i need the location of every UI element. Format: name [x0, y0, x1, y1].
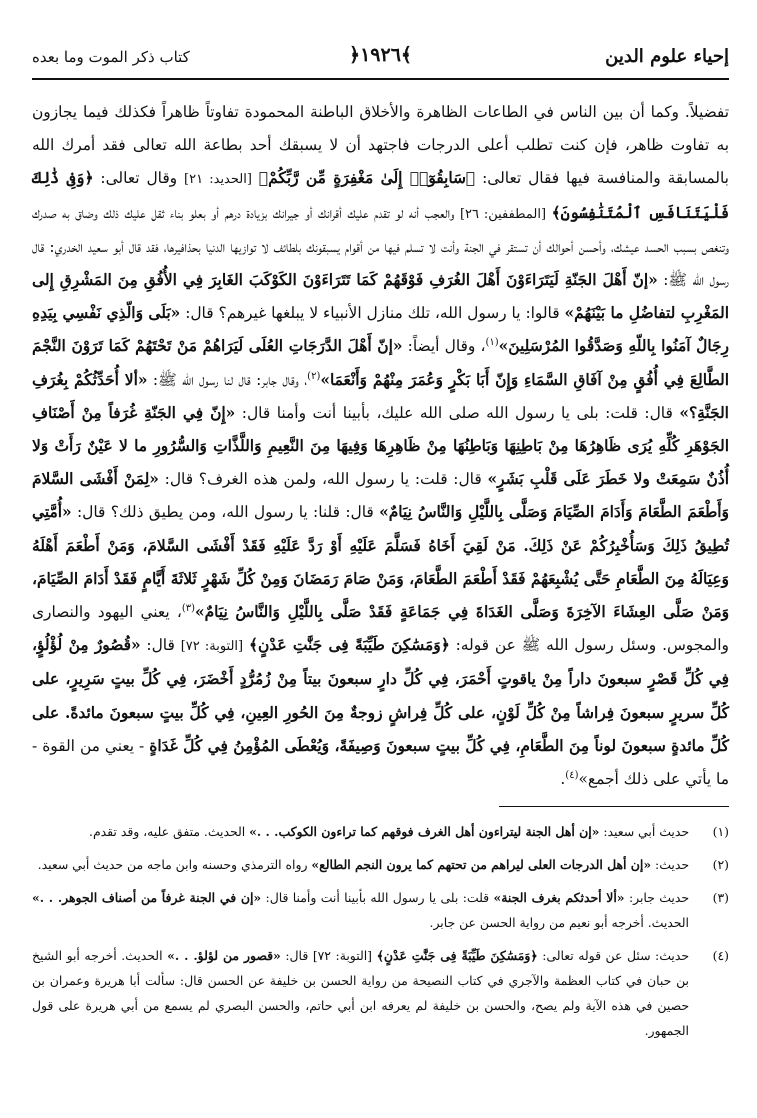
footnote-marker: (١)	[485, 337, 499, 349]
text-segment: ، وقال أيضاً:	[407, 337, 486, 356]
footnote-hadith: «إن أهل الدرجات العلى ليراهم من تحتهم كما يرون النجم الطالع»	[311, 857, 652, 873]
footnote-text	[32, 852, 689, 877]
book-page	[32, 40, 729, 1051]
footnote-segment: حديث أبي سعيد:	[603, 824, 689, 840]
text-segment: وقال تعالى:	[100, 169, 178, 188]
text-segment: ، يعني اليهود والنصارى والمجوس. وسئل رسول الله ﷺ عن قوله:	[32, 603, 729, 655]
footnote-hadith: «إن في الجنة غرفاً من أصناف الجوهر. . .»	[32, 890, 262, 906]
hadith-quote: «أُمَّتِي تُطِيقُ ذَلِكَ وَسَأُخْبِرُكُمْ عَنْ ذَلِكَ. مَنْ لَقِيَ أَخَاهُ فَسَلَّمَ عَلَيْهِ أَوْ رَدَّ عَلَيْهِ فَقَدْ أَفْشَى السَّلامَ، وَمَنْ أَطْعَمَ أَهْلَهُ وَعِيَالَهُ مِنَ الطَّعَامِ حَتَّى يُشْبِعَهُمْ فَقَدْ أَطْعَمَ الطَّعَامَ، وَمَنْ صَامَ رَمَضَانَ وَمِنْ كُلِّ شَهْرٍ ثَلاثَةَ أَيَّامٍ فَقَدْ أَدَامَ الصِّيَامَ، وَمَنْ صَلَّى العِشَاءَ الآخِرَةَ وَصَلَّى الغَدَاةَ فِي جَمَاعَةٍ فَقَدْ صَلَّى بِاللَّيْلِ وَالنَّاسُ نِيَامٌ»	[32, 503, 730, 622]
footnote-segment: الحديث. أخرجه أبو نعيم من رواية الحسن عن جابر.	[429, 915, 689, 931]
footnote-segment: حديث:	[655, 857, 689, 873]
footnote-hadith: «قصور من لؤلؤ. . .»	[167, 948, 281, 964]
footnote-number: (٣)	[712, 890, 729, 906]
footnote-segment: رواه الترمذي وحسنه وابن ماجه من حديث أبي سعيد.	[37, 857, 308, 873]
text-segment: قالوا: يا رسول الله، تلك منازل الأنبياء لا يبلغها غيرهم؟ قال:	[185, 304, 560, 323]
footnote-segment: الحديث. أخرجه أبو الشيخ بن حبان في كتاب العظمة والآجري في كتاب النصيحة من رواية الحسن بن خليفة عن الحسن قال: سألت أبا هريرة وعمران بن حصين في هذه الآية ولم يصح، والحسن بن خليفة لم يعرفه ابن أبي حاتم، والحسن البصري لم يسمع من أبي هريرة على قول الجمهور.	[32, 948, 689, 1039]
main-paragraph	[32, 96, 729, 796]
footnote-hadith: «إن أهل الجنة ليتراءون أهل الغرف فوقهم كما تراءون الكوكب. . .»	[249, 824, 600, 840]
footnote-item	[32, 885, 729, 935]
text-segment: تفضيلاً. وكما أن بين الناس في الطاعات الظاهرة والأخلاق الباطنة المحمودة تفاوتاً ظاهراً فكذلك فيما يجازون به تفاوت ظاهر، فإن كنت تطلب أعلى الدرجات فاجتهد أن لا يسبقك أحد بطاعة الله تعالى فقد أمرك الله بالمسابقة والمنافسة فيها فقال تعالى:	[32, 103, 729, 188]
text-segment: ، وقال جابر: قال لنا رسول الله ﷺ:	[152, 370, 308, 389]
text-segment: قال:	[146, 636, 175, 655]
footnote-verse: ﴿وَمَسَٰكِنَ طَيِّبَةً فِى جَنَّٰتِ عَدْنٍ﴾	[376, 948, 538, 964]
verse-reference: [الحديد: ٢١]	[184, 172, 252, 188]
footnote-segment: قلت: بلى يا رسول الله بأبينا أنت وأمنا قال:	[265, 890, 490, 906]
hadith-quote: «قُصُورٌ مِنْ لُؤْلُؤٍ، فِي كُلِّ قَصْرٍ سبعونَ داراً مِنْ ياقوتٍ أَحْمَرَ، فِي كُلِّ دارٍ سبعونَ بيتاً مِنْ زُمُرُّدٍ أَخْضَرَ، فِي كُلِّ بيتٍ سَرِيرٍ، على كُلِّ سريرٍ سبعونَ فِراشاً مِنْ كُلِّ لَوْنٍ، على كُلِّ فِراشٍ زوجةٌ مِنَ الحُورِ العِينِ، فِي كُلِّ بيتٍ سبعونَ مائدةً. على كُلِّ مائدةٍ سبعونَ لوناً مِنَ الطَّعَامِ، فِي كُلِّ بيتٍ سبعونَ وَصِيفَةً، وَيُعْطَى المُؤْمِنُ فِي كُلِّ غَدَاةٍ	[32, 636, 729, 755]
footnote-item	[32, 943, 729, 1043]
verse-reference: [المطففين: ٢٦]	[459, 206, 547, 222]
footnote-segment: الحديث. متفق عليه، وقد تقدم.	[89, 824, 246, 840]
hadith-quote: «إِنّ فِي الجَنّةِ غُرَفاً مِنْ أَصْنَافِ الجَوْهَرِ كُلِّهِ يُرَى ظَاهِرُهَا مِنْ بَاطِنِهَا وَبَاطِنُهَا مِنْ ظَاهِرِهَا وَفِيهَا مِنَ النَّعِيمِ وَاللَّذَّاتِ وَالسُّرُورِ ما لا عَيْنٌ رَأَتْ وَلا أُذُنٌ سَمِعَتْ ولا خَطَرَ عَلَى قَلْبِ بَشَرٍ»	[32, 403, 729, 489]
footnote-number: (١)	[712, 824, 729, 840]
footnote-segment: حديث جابر:	[628, 890, 689, 906]
footnote-text	[32, 885, 689, 935]
book-title: إحياء علوم الدين	[605, 46, 729, 67]
footnote-marker: (٣)	[181, 602, 195, 614]
footnote-hadith: «ألا أحدثكم بغرف الجنة»	[493, 890, 625, 906]
chapter-title: كتاب ذكر الموت وما بعده	[32, 48, 190, 66]
page-number: ﴿١٩٢٦﴾	[348, 44, 413, 66]
hadith-quote: «لِمَنْ أَفْشَى السَّلامَ وَأَطْعَمَ الطَّعَامَ وَأَدَامَ الصِّيَامَ وَصَلَّى بِاللَّيْلِ وَالنَّاسُ نِيَامٌ»	[32, 470, 729, 522]
verse-reference: [التوبة: ٧٢]	[180, 639, 244, 655]
main-text	[32, 96, 729, 796]
quran-verse: ﴿وَمَسَٰكِنَ طَيِّبَةً فِى جَنَّٰتِ عَدْنٍ﴾	[248, 636, 450, 655]
footnote-marker: (٢)	[307, 370, 321, 382]
footnote-text	[32, 819, 689, 844]
footnote-item	[32, 852, 729, 877]
hadith-quote: «إنّ أَهْلَ الجَنّةِ لَيَتَرَاءَوْنَ أَهْلَ الغُرَفِ فَوْقَهُمْ كَمَا تَتَرَاءَوْنَ الكَوْكَبَ الغَابِرَ فِي الأُفُقِ مِنَ المَشْرِقِ إِلى المَغْرِبِ لتفاضُلِ ما بَيْنَهُمْ»	[32, 271, 729, 323]
footnote-number: (٤)	[712, 948, 729, 964]
quran-verse: ﴿سَابِقُوٓا۟ إِلَىٰ مَغْفِرَةٍ مِّن رَّبِّكُمْ﴾	[258, 169, 476, 188]
text-segment: .	[560, 770, 566, 789]
footnote-text	[32, 943, 689, 1043]
text-segment: قال: قلت: يا رسول الله، ولمن هذه الغرف؟ قال:	[164, 470, 482, 489]
text-segment: والعجب أنه لو تقدم عليك أقرانك أو جيرانك بزيادة درهم أو بعلو بناء ثقل عليك ذلك وضاق به صدرك وتنغص بسبب الحسد عيشك، وأحسن أحوالك أن تستقر في الجنة وأنت لا تسلم فيها من أقوام يسبقونك بلطائف لا توازيها الدنيا بحذافيرها، فقد قال أبو سعيد الخدري: قال رسول الله ﷺ:	[32, 203, 729, 290]
text-segment: قال: قلت: بلى يا رسول الله صلى الله عليك، بأبينا أنت وأمنا قال:	[241, 403, 673, 422]
hadith-quote: «ألا أُحَدِّثُكُمْ بِغُرَفِ الجَنَّةِ؟»	[32, 370, 729, 422]
footnote-segment: حديث: سئل عن قوله تعالى:	[542, 948, 689, 964]
hadith-quote: «بَلَى وَالّذِي نَفْسِي بِيَدِهِ رِجَالٌ آمَنُوا بِاللّهِ وَصَدَّقُوا المُرْسَلِينَ»	[32, 304, 729, 356]
footnote-item	[32, 819, 729, 844]
text-segment: قال: قلنا: يا رسول الله، ومن يطيق ذلك؟ قال:	[76, 503, 374, 522]
footnote-number: (٢)	[712, 857, 729, 873]
quran-verse: ﴿وَفِى ذَٰلِكَ فَلْيَتَنَافَسِ ٱلْمُتَنَٰفِسُونَ﴾	[32, 169, 729, 222]
footnote-segment: [التوبة: ٧٢] قال:	[285, 948, 372, 964]
footnotes	[32, 819, 729, 1043]
footnote-divider	[499, 806, 729, 807]
page-header	[32, 40, 729, 80]
footnote-marker: (٤)	[565, 769, 579, 781]
hadith-quote: «إنّ أَهْلَ الدَّرَجَاتِ العُلَى لَيَرَاهُمْ مَنْ تَحْتَهُمْ كَمَا تَرَوْنَ النَّجْمَ الطَّالِعَ فِي أُفُقٍ مِنْ آفَاقِ السَّمَاءِ وَإِنّ أَبَا بَكْرٍ وَعُمَرَ مِنْهُمْ وَأَنْعَمَا»	[32, 337, 729, 389]
text-segment: - يعني من القوة - ما يأتي على ذلك أجمع»	[32, 736, 729, 789]
